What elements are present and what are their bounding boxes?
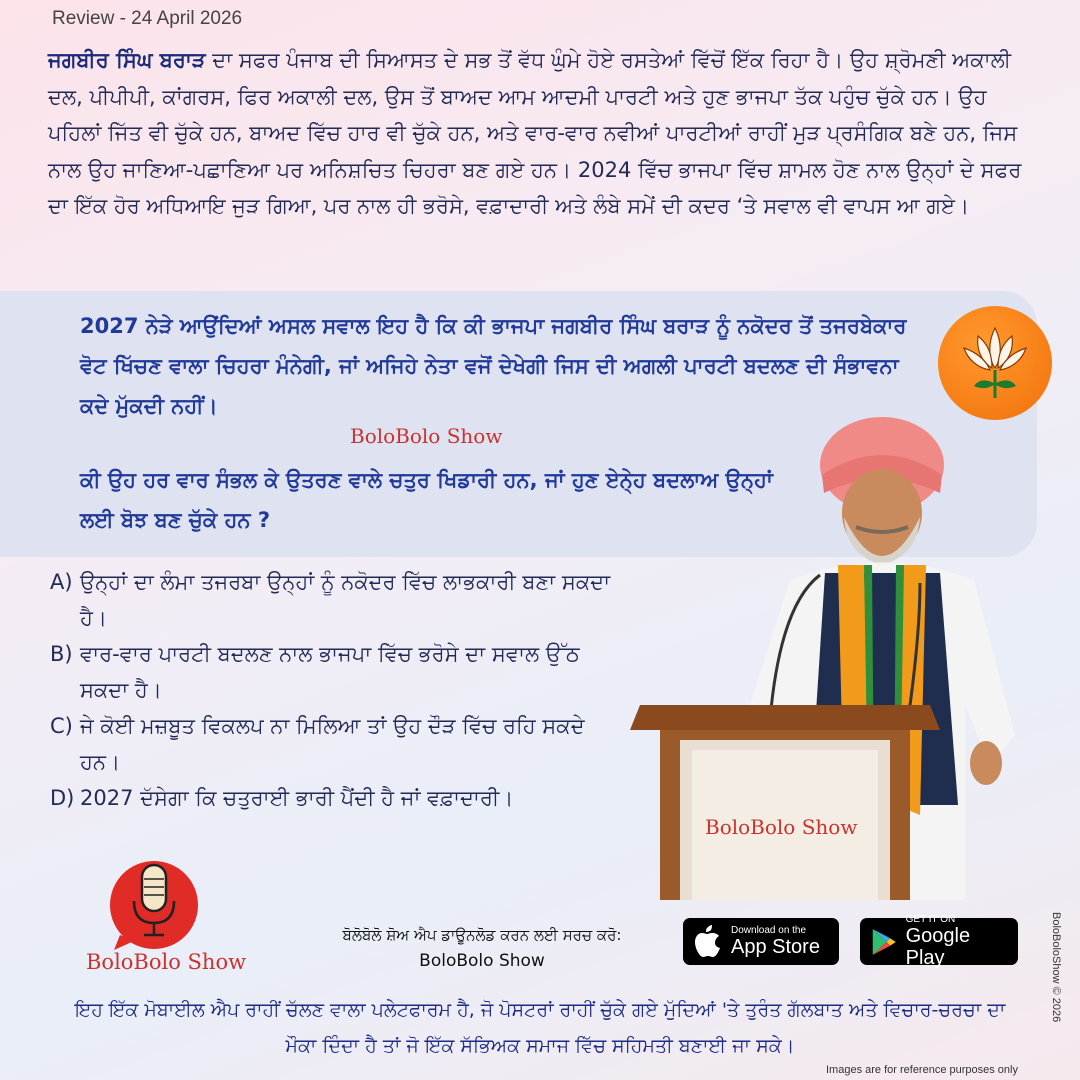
- app-store-label: App Store: [731, 936, 820, 958]
- main-question: 2027 ਨੇੜੇ ਆਉਂਦਿਆਂ ਅਸਲ ਸਵਾਲ ਇਹ ਹੈ ਕਿ ਕੀ ਭਾਜਪਾ ਜਗਬੀਰ ਸਿੰਘ ਬਰਾੜ ਨੂੰ ਨਕੋਦਰ ਤੋਂ ਤਜਰਬੇਕਾਰ ਵੋਟ ਖਿੱਚਣ ਵਾਲਾ ਚਿਹਰਾ ਮੰਨੇਗੀ, ਜਾਂ ਅਜਿਹੇ ਨੇਤਾ ਵਜੋਂ ਦੇਖੇਗੀ ਜਿਸ ਦੀ ਅਗਲੀ ਪਾਰਟੀ ਬਦਲਣ ਦੀ ਸੰਭਾਵਨਾ ਕਦੇ ਮੁੱਕਦੀ ਨਹੀਂ।: [80, 314, 907, 418]
- google-play-icon: [870, 926, 898, 958]
- politician-name: ਜਗਬੀਰ ਸਿੰਘ ਬਰਾੜ: [48, 48, 206, 72]
- app-store-button[interactable]: [683, 918, 839, 965]
- apple-icon: [693, 925, 723, 959]
- app-store-small: Download on the: [731, 925, 807, 936]
- review-date: Review - 24 April 2026: [52, 8, 243, 29]
- option-text: ਜੇ ਕੋਈ ਮਜ਼ਬੂਤ ਵਿਕਲਪ ਨਾ ਮਿਲਿਆ ਤਾਂ ਉਹ ਦੌੜ ਵਿੱਚ ਰਹਿ ਸਕਦੇ ਹਨ।: [80, 714, 585, 774]
- image-disclaimer: Images are for reference purposes only: [826, 1064, 1018, 1076]
- watermark-podium: BoloBolo Show: [705, 815, 858, 839]
- option-text: ਵਾਰ-ਵਾਰ ਪਾਰਟੀ ਬਦਲਣ ਨਾਲ ਭਾਜਪਾ ਵਿੱਚ ਭਰੋਸੇ ਦਾ ਸਵਾਲ ਉੱਠ ਸਕਦਾ ਹੈ।: [80, 642, 580, 702]
- option-d[interactable]: [50, 780, 630, 816]
- option-letter: B): [50, 642, 73, 666]
- brand-name: BoloBolo Show: [86, 950, 247, 974]
- lotus-icon: [938, 306, 1052, 420]
- google-play-button[interactable]: [860, 914, 1018, 969]
- intro-text: ਦਾ ਸਫਰ ਪੰਜਾਬ ਦੀ ਸਿਆਸਤ ਦੇ ਸਭ ਤੋਂ ਵੱਧ ਘੁੰਮੇ ਹੋਏ ਰਸਤੇਆਂ ਵਿੱਚੋਂ ਇੱਕ ਰਿਹਾ ਹੈ। ਉਹ ਸ਼੍ਰੋਮਣੀ ਅਕਾਲੀ ਦਲ, ਪੀਪੀਪੀ, ਕਾਂਗਰਸ, ਫਿਰ ਅਕਾਲੀ ਦਲ, ਉਸ ਤੋਂ ਬਾਅਦ ਆਮ ਆਦਮੀ ਪਾਰਟੀ ਅਤੇ ਹੁਣ ਭਾਜਪਾ ਤੱਕ ਪਹੁੰਚ ਚੁੱਕੇ ਹਨ। ਉਹ ਪਹਿਲਾਂ ਜਿੱਤ ਵੀ ਚੁੱਕੇ ਹਨ, ਬਾਅਦ ਵਿੱਚ ਹਾਰ ਵੀ ਚੁੱਕੇ ਹਨ, ਅਤੇ ਵਾਰ-ਵਾਰ ਨਵੀਆਂ ਪਾਰਟੀਆਂ ਰਾਹੀਂ ਮੁੜ ਪ੍ਰਸੰਗਿਕ ਬਣੇ ਹਨ, ਜਿਸ ਨਾਲ ਉਹ ਜਾਣਿਆ-ਪਛਾਣਿਆ ਪਰ ਅਨਿਸ਼ਚਿਤ ਚਿਹਰਾ ਬਣ ਗਏ ਹਨ। 2024 ਵਿੱਚ ਭਾਜਪਾ ਵਿੱਚ ਸ਼ਾਮਲ ਹੋਣ ਨਾਲ ਉਨ੍ਹਾਂ ਦੇ ਸਫਰ ਦਾ ਇੱਕ ਹੋਰ ਅਧਿਆਇ ਜੁੜ ਗਿਆ, ਪਰ ਨਾਲ ਹੀ ਭਰੋਸੇ, ਵਫ਼ਾਦਾਰੀ ਅਤੇ ਲੰਬੇ ਸਮੇਂ ਦੀ ਕਦਰ ‘ਤੇ ਸਵਾਲ ਵੀ ਵਾਪਸ ਆ ਗਏ।: [48, 48, 1022, 218]
- google-play-small: GET IT ON: [905, 914, 956, 925]
- option-letter: C): [50, 714, 73, 738]
- intro-paragraph: [48, 42, 1038, 225]
- option-letter: A): [50, 570, 73, 594]
- sub-question: ਕੀ ਉਹ ਹਰ ਵਾਰ ਸੰਭਲ ਕੇ ਉਤਰਣ ਵਾਲੇ ਚਤੁਰ ਖਿਡਾਰੀ ਹਨ, ਜਾਂ ਹੁਣ ਏਨੇ੍ਹ ਬਦਲਾਅ ਉਨ੍ਹਾਂ ਲਈ ਬੋਝ ਬਣ ਚੁੱਕੇ ਹਨ ?: [80, 468, 773, 532]
- option-c[interactable]: [50, 708, 630, 780]
- party-logo: [938, 306, 1052, 420]
- footer-description: ਇਹ ਇੱਕ ਮੋਬਾਈਲ ਐਪ ਰਾਹੀਂ ਚੱਲਣ ਵਾਲਾ ਪਲੇਟਫਾਰਮ ਹੈ, ਜੋ ਪੋਸਟਰਾਂ ਰਾਹੀਂ ਚੁੱਕੇ ਗਏ ਮੁੱਦਿਆਂ 'ਤੇ ਤੁਰੰਤ ਗੱਲਬਾਤ ਅਤੇ ਵਿਚਾਰ-ਚਰਚਾ ਦਾ ਮੌਕਾ ਦਿੰਦਾ ਹੈ ਤਾਂ ਜੋ ਇੱਕ ਸੱਭਿਅਕ ਸਮਾਜ ਵਿੱਚ ਸਹਿਮਤੀ ਬਣਾਈ ਜਾ ਸਕੇ।: [74, 999, 1006, 1057]
- search-app-name: BoloBolo Show: [419, 951, 545, 971]
- watermark-text: BoloBolo Show: [350, 424, 503, 448]
- option-text: ਉਨ੍ਹਾਂ ਦਾ ਲੰਮਾ ਤਜਰਬਾ ਉਨ੍ਹਾਂ ਨੂੰ ਨਕੋਦਰ ਵਿੱਚ ਲਾਭਕਾਰੀ ਬਣਾ ਸਕਦਾ ਹੈ।: [80, 570, 611, 630]
- option-text: 2027 ਦੱਸੇਗਾ ਕਿ ਚਤੁਰਾਈ ਭਾਰੀ ਪੈਂਦੀ ਹੈ ਜਾਂ ਵਫ਼ਾਦਾਰੀ।: [80, 786, 514, 810]
- option-b[interactable]: [50, 636, 630, 708]
- search-instruction: ਬੋਲੋਬੋਲੋ ਸ਼ੋਅ ਐਪ ਡਾਊਨਲੋਡ ਕਰਨ ਲਈ ਸਰਚ ਕਰੋ:: [342, 926, 622, 944]
- copyright-credit: BoloBoloShow © 2026: [1050, 912, 1062, 1023]
- option-a[interactable]: [50, 564, 630, 636]
- option-letter: D): [50, 786, 75, 810]
- microphone-logo-icon: [92, 855, 242, 950]
- answer-options: [50, 564, 630, 816]
- google-play-label: Google Play: [905, 925, 971, 969]
- app-search-prompt: [296, 922, 668, 974]
